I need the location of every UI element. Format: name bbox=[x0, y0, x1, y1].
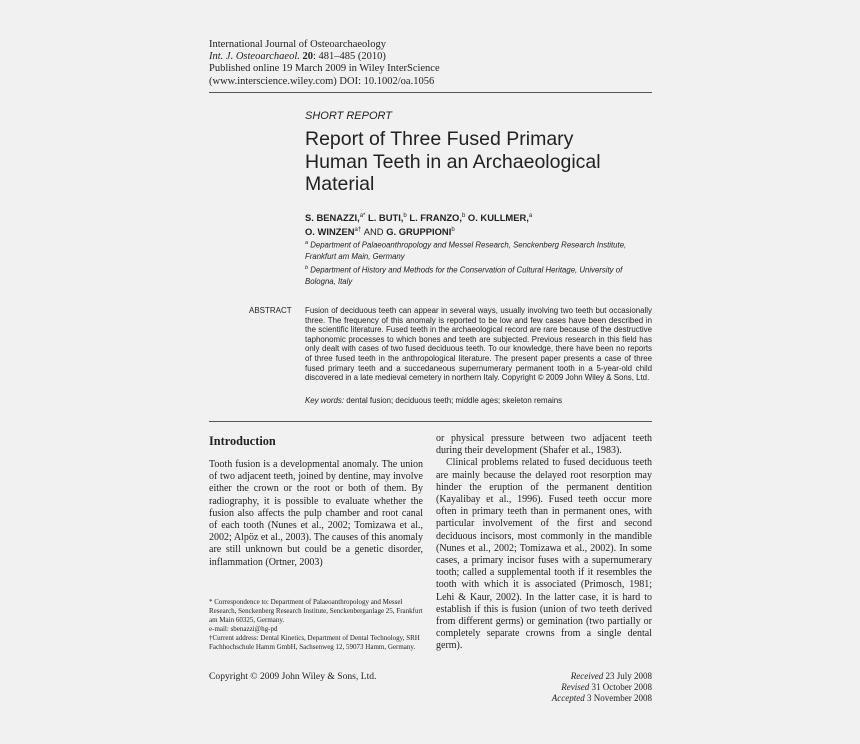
email-note: e-mail: sbenazzi@hg-pd bbox=[209, 625, 278, 634]
author: L. BUTI, bbox=[367, 212, 404, 224]
intro-paragraph: Clinical problems related to fused deciduous teeth are mainly because the delayed root resorption may hinder the eruption of the permanent dentition (Kayalibay et al., 1996). Fused teeth occur more often in primary teeth than in permanent ones, with particular involvement of the first and second deciduous incisors, most commonly in the mandible (Nunes et al., 2002; Tomizawa et al., 2002). In some cases, a primary incisor fuses with a supernumerary tooth; called a supplemental tooth if it resembles the tooth with which it is associated (Primosch, 1981; Lehi & Kaur, 2002). In the latter case, it is hard to establish if this is fusion (union of two teeth derived from different germs) or gemination (two partially or completely separate crowns from a single dental germ). bbox=[436, 457, 652, 652]
journal-citation bbox=[209, 51, 440, 63]
author-list: S. BENAZZI,$^{a*}$ L. BUTI,$^b$ L. FRANZO,$^b$ O. KULLMER,$^a$ O. $WINZEN^{a\dagger}$ AND G. GRUPPIONI$^b$ bbox=[305, 212, 533, 238]
author: L. FRANZO, bbox=[409, 212, 462, 224]
copyright: Copyright © 2009 John Wiley & Sons, Ltd. bbox=[209, 671, 377, 682]
citation-pages: : 481–485 (2010) bbox=[313, 51, 386, 63]
intro-right-column bbox=[436, 433, 652, 653]
affiliations bbox=[305, 238, 653, 288]
journal-name: International Journal of Osteoarchaeology bbox=[209, 39, 386, 50]
abstract-rule bbox=[209, 421, 652, 422]
intro-paragraph: Tooth fusion is a developmental anomaly. The union of two adjacent teeth, joined by dentine, may involve either the crown or the root or both of them. By radiography, it is possible to evaluate whether the fusion also affects the pulp chamber and root canal of each tooth (Nunes et al., 2002; Tomizawa et al., 2002; Alpöz et al., 2003). The causes of this anomaly are still unknown but could be a genetic disorder, inflammation (Ortner, 2003) bbox=[209, 459, 423, 568]
author: S. BENAZZI, bbox=[305, 212, 360, 224]
title-line: Human Teeth in an Archaeological bbox=[305, 150, 601, 173]
footnotes bbox=[209, 598, 423, 653]
article-title bbox=[305, 128, 655, 196]
intro-heading: Introduction bbox=[209, 434, 276, 448]
intro-paragraph: or physical pressure between two adjacent teeth during their development (Shafer et al., 1983). bbox=[436, 433, 652, 457]
citation-volume: 20 bbox=[302, 51, 314, 63]
journal-doi: (www.interscience.wiley.com) DOI: 10.1002/oa.1056 bbox=[209, 75, 435, 87]
current-address-note: †Current address: Dental Kinetics, Department of Dental Technology, SRH Fachhochschule Hamm GmbH, Sachsenweg 12, 59073 Hamm, Germany. bbox=[209, 634, 420, 652]
keywords-list: dental fusion; deciduous teeth; middle ages; skeleton remains bbox=[346, 396, 563, 405]
abstract-text: Fusion of deciduous teeth can appear in several ways, usually involving two teeth but occasionally three. The frequency of this anomaly is reported to be low and few cases have been described in the scientific literature. Fused teeth in the archaeological record are rare because of the destructive taphonomic processes to which bones and teeth are subjected. Previous research in this field has only dealt with cases of two fused deciduous teeth. To our knowledge, there have been no reports of three fused teeth in the anthropological literature. The present paper presents a case of three fused primary teeth and a succedaneous supernumerary permanent tooth in a 5-year-old child discovered in a late medieval cemetery in northern Italy. Copyright © 2009 John Wiley & Sons, Ltd. bbox=[305, 306, 652, 383]
author: O. KULLMER, bbox=[467, 212, 529, 224]
affiliation-a: $^a$ Department of Palaeoanthropology and Messel Research, Senckenberg Research Institute, Frankfurt am Main, Germany bbox=[305, 240, 627, 262]
received-date: Received 23 July 2008 bbox=[570, 671, 652, 681]
journal-header bbox=[209, 39, 440, 88]
author: G. GRUPPIONI bbox=[386, 226, 452, 238]
citation-abbrev: Int. J. Osteoarchaeol. bbox=[209, 51, 300, 63]
keywords bbox=[305, 396, 652, 405]
keywords-label: Key words: bbox=[305, 396, 345, 405]
abstract-label: ABSTRACT bbox=[249, 306, 292, 315]
author: O. WINZEN bbox=[305, 226, 355, 238]
intro-left-column bbox=[209, 459, 423, 569]
journal-published: Published online 19 March 2009 in Wiley InterScience bbox=[209, 63, 440, 75]
affiliation-b: $^b$ Department of History and Methods for the Conservation of Cultural Heritage, University of Bologna, Italy bbox=[305, 264, 623, 286]
author-and: AND bbox=[363, 226, 384, 238]
article-dates bbox=[520, 671, 652, 704]
title-line: Material bbox=[305, 173, 375, 195]
correspondence-note: * Correspondence to: Department of Palaeoanthropology and Messel Research, Senckenberg Research Institute, Senckenberganlage 25, Frankfurt am Main 60325, Germany. bbox=[209, 598, 423, 625]
accepted-date: Accepted 3 November 2008 bbox=[551, 693, 652, 703]
header-rule bbox=[209, 92, 652, 93]
article-type: SHORT REPORT bbox=[305, 110, 392, 122]
title-line: Report of Three Fused Primary bbox=[305, 128, 574, 150]
revised-date: Revised 31 October 2008 bbox=[561, 682, 652, 692]
